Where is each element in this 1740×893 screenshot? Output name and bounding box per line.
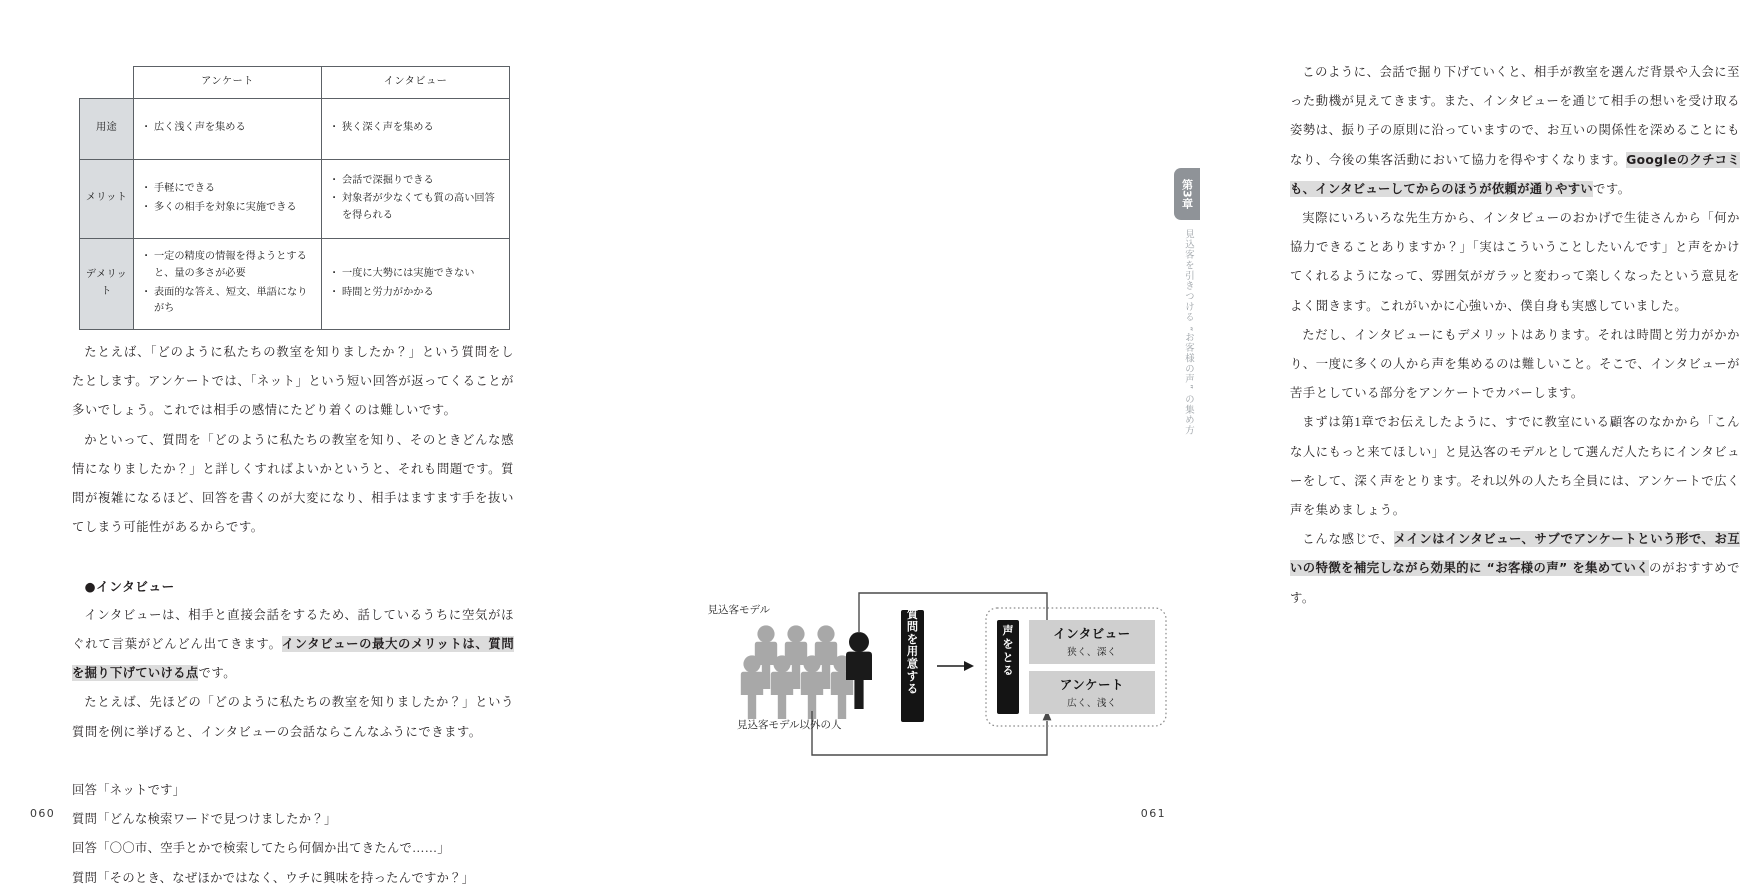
bullet-list	[331, 173, 501, 225]
text-run: このように、会話で掘り下げていくと、相手が教室を選んだ背景や入会に至った動機が見えてきます。また、インタビューを通じて相手の想いを受け取る姿勢は、振り子の原則に沿っていますので、お互いの関係性を深めることにもなり、今後の集客活動において協力を得やすくなります。	[1290, 65, 1740, 167]
list-item: ・ 会話で深掘りできる	[331, 173, 501, 190]
comparison-table-wrapper	[79, 66, 509, 330]
table-corner-cell	[80, 67, 134, 99]
dialog-line: 回答「ネットです」	[72, 783, 186, 798]
highlighted-text: インタビューの最大のメリットは、質問を掘り下げていける点	[72, 637, 514, 681]
list-item: ・ 多くの相手を対象に実施できる	[143, 200, 313, 217]
output-box-survey	[1029, 671, 1155, 714]
person-icon-model	[846, 632, 872, 709]
list-item: ・ 狭く深く声を集める	[331, 120, 501, 137]
dialog-line: 質問「どんな検索ワードで見つけましたか？」	[72, 812, 337, 827]
chapter-tab-title: 見込客を引きつける “お客様の声” の集め方	[1183, 229, 1194, 436]
text-run: のがおすすめです。	[1290, 561, 1740, 605]
output-sub-interview: 狭く、深く	[1067, 647, 1117, 658]
text-run: インタビューは、相手と直接会話をするため、話しているうちに空気がほぐれて言葉がどんどん出てきます。	[72, 607, 514, 652]
paragraph	[1290, 525, 1740, 613]
table-row-header-merit: メリット	[80, 159, 134, 238]
bullet-list	[331, 120, 501, 137]
table-cell-purpose-survey	[134, 98, 322, 159]
output-box-interview	[1029, 620, 1155, 664]
highlighted-text: Googleのクチコミも、インタビューしてからのほうが依頼が通りやすい	[1290, 152, 1740, 196]
table-cell-merit-interview	[322, 159, 510, 238]
left-page-body	[72, 338, 514, 893]
chapter-tab	[1174, 168, 1200, 436]
bullet-list	[143, 181, 313, 216]
table-header	[80, 67, 510, 99]
table-header-row	[80, 67, 510, 99]
chapter-tab-badge: 第3章	[1174, 168, 1200, 220]
text-run: です。	[198, 666, 237, 681]
output-sub-survey: 広く、浅く	[1067, 698, 1117, 709]
paragraph: かといって、質問を「どのように私たちの教室を知り、そのときどんな感情になりましたか？」と詳しくすればよいかというと、それも問題です。質問が複雑になるほど、回答を書くのが大変になり、相手はますます手を抜いてしまう可能性があるからです。	[72, 432, 514, 535]
table-body	[80, 98, 510, 329]
output-title-survey: アンケート	[1059, 677, 1125, 692]
list-item: ・ 表面的な答え、短文、単語になりがち	[143, 285, 313, 318]
connector-others-to-survey	[812, 711, 1047, 755]
paragraph	[1290, 58, 1740, 204]
right-page-body	[1290, 58, 1740, 613]
text-run: こんな感じで、	[1302, 532, 1394, 547]
step-collect-voices	[997, 620, 1019, 714]
paragraph	[72, 601, 514, 689]
dialog-line: 回答「〇〇市、空手とかで検索してたら何個か出てきたんで……」	[72, 841, 450, 856]
collection-flow-diagram	[675, 585, 1175, 765]
paragraph-spacer	[72, 542, 514, 571]
bullet-list	[331, 266, 501, 301]
text-run: です。	[1593, 181, 1631, 196]
table-cell-purpose-interview	[322, 98, 510, 159]
person-icon	[801, 655, 823, 719]
step-prepare-questions	[901, 607, 924, 722]
list-item: ・ 対象者が少なくても質の高い回答を得られる	[331, 191, 501, 224]
paragraph-spacer	[72, 747, 514, 776]
diagram-label-others: 見込客モデル以外の人	[737, 719, 842, 731]
table-cell-demerit-survey	[134, 238, 322, 329]
table-row	[80, 98, 510, 159]
flow-arrow-icon	[937, 661, 974, 671]
table-row-header-demerit: デメリット	[80, 238, 134, 329]
highlighted-text: メインはインタビュー、サブでアンケートという形で、お互いの特徴を補完しながら効果的に “お客様の声” を集めていく	[1290, 532, 1740, 576]
paragraph: たとえば、先ほどの「どのように私たちの教室を知りましたか？」という質問を例に挙げると、インタビューの会話ならこんなふうにできます。	[72, 695, 514, 739]
step-prepare-label: 質問を用意する	[906, 608, 919, 696]
output-title-interview: インタビュー	[1053, 626, 1131, 641]
bullet-list	[143, 249, 313, 317]
comparison-table	[79, 66, 510, 330]
dialog-line: 質問「そのとき、なぜほかではなく、ウチに興味を持ったんですか？」	[72, 870, 475, 885]
people-group	[741, 625, 872, 719]
list-item: ・ 時間と労力がかかる	[331, 285, 501, 302]
list-item: ・ 一定の精度の情報を得ようとすると、量の多さが必要	[143, 249, 313, 282]
paragraph: たとえば、「どのように私たちの教室を知りましたか？」という質問をしたとします。アンケートでは、「ネット」という短い回答が返ってくることが多いでしょう。これでは相手の感情にたどり着くのは難しいです。	[72, 345, 514, 418]
list-item: ・ 広く浅く声を集める	[143, 120, 313, 137]
page-number-right: 061	[1140, 807, 1166, 820]
section-heading-interview: ●インタビュー	[84, 578, 175, 594]
step-collect-label: 声をとる	[1002, 624, 1014, 678]
table-cell-merit-survey	[134, 159, 322, 238]
list-item: ・ 手軽にできる	[143, 181, 313, 198]
paragraph: ただし、インタビューにもデメリットはあります。それは時間と労力がかかり、一度に多くの人から声を集めるのは難しいこと。そこで、インタビューが苦手としている部分をアンケートでカバーします。	[1290, 327, 1740, 401]
diagram-label-model: 見込客モデル	[707, 604, 770, 616]
dialog-transcript	[72, 776, 514, 893]
table-row	[80, 238, 510, 329]
paragraph: 実際にいろいろな先生方から、インタビューのおかげで生徒さんから「何か協力できることありますか？」「実はこういうことしたいんです」と声をかけてくれるようになって、雰囲気がガラッと変わって楽しくなったという意見をよく聞きます。これがいかに心強いか、僕自身も実感していました。	[1290, 211, 1740, 313]
paragraph: まずは第1章でお伝えしたように、すでに教室にいる顧客のなかから「こんな人にもっと来てほしい」と見込客のモデルとして選んだ人たちにインタビューをして、深く声をとります。それ以外の人たち全員には、アンケートで広く声を集めましょう。	[1290, 415, 1740, 518]
person-icon	[771, 655, 793, 719]
left-page	[0, 0, 600, 885]
person-icon	[741, 655, 763, 719]
table-row-header-purpose: 用途	[80, 98, 134, 159]
table-cell-demerit-interview	[322, 238, 510, 329]
page-number-left: 060	[30, 807, 56, 820]
list-item: ・ 一度に大勢には実施できない	[331, 266, 501, 283]
table-row	[80, 159, 510, 238]
table-col-header-survey: アンケート	[134, 67, 322, 99]
bullet-list	[143, 120, 313, 137]
table-col-header-interview: インタビュー	[322, 67, 510, 99]
